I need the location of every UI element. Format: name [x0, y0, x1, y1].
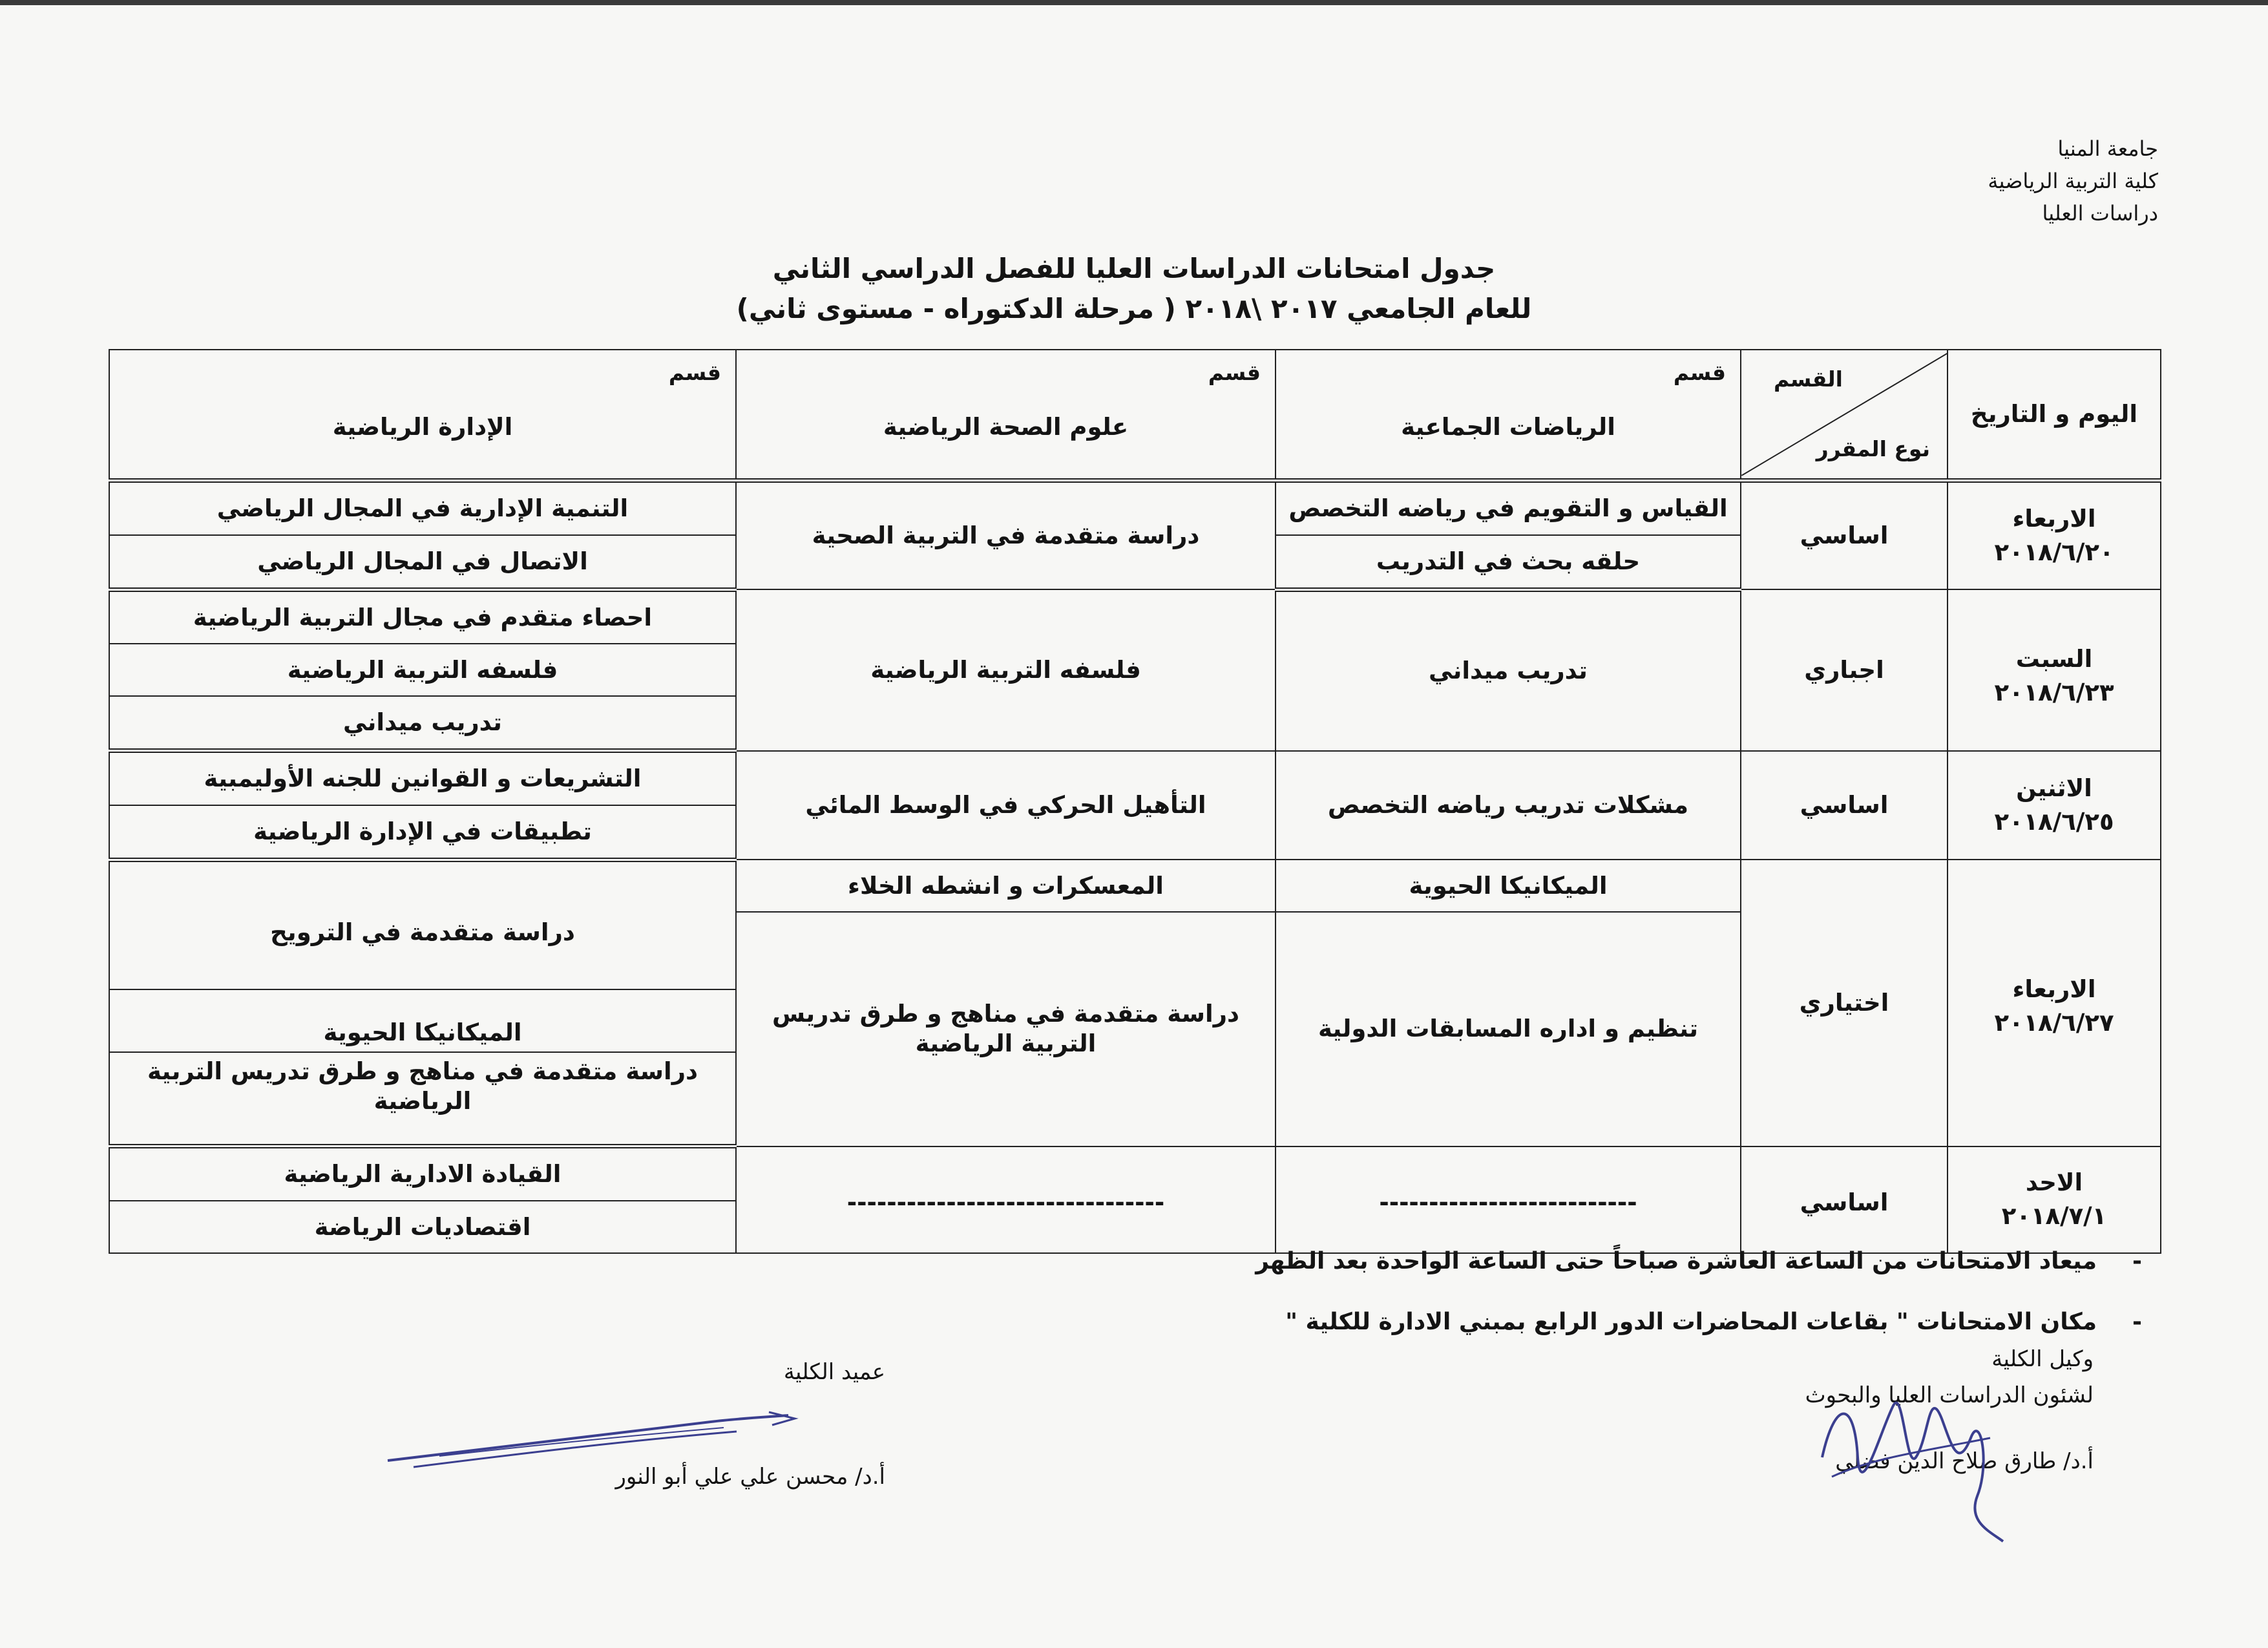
course-type-cell: اجباري [1741, 589, 1948, 750]
admin-course: القيادة الادارية الرياضية [109, 1146, 736, 1201]
team-course: مشكلات تدريب رياضه التخصص [1276, 751, 1741, 860]
health-course: دراسة متقدمة في التربية الصحية [736, 481, 1276, 590]
vice-dean-subtitle: لشئون الدراسات العليا والبحوث [1805, 1382, 2094, 1408]
document-title [0, 249, 2268, 329]
header-course-type: نوع المقرر [1816, 436, 1930, 461]
table-row [109, 481, 2161, 535]
admin-course: دراسة متقدمة في مناهج و طرق تدريس التربية الرياضية [147, 1057, 698, 1115]
exam-notes [850, 1231, 2142, 1353]
table-row [109, 860, 2161, 912]
header-dept: القسم [1774, 366, 1843, 392]
vice-dean-title: وكيل الكلية [1991, 1346, 2094, 1372]
team-course-head: الميكانيكا الحيوية [1276, 860, 1741, 912]
letterhead [1770, 132, 2158, 229]
team-course: القياس و التقويم في رياضه التخصص [1276, 481, 1741, 535]
course-type-cell: اساسي [1741, 751, 1948, 860]
vice-dean-name: أ.د/ طارق صلاح الدين فضلي [1835, 1448, 2094, 1474]
table-row [109, 1146, 2161, 1201]
faculty-name: كلية التربية الرياضية [1988, 169, 2158, 193]
admin-course: تدريب ميداني [109, 696, 736, 750]
admin-course: احصاء متقدم في مجال التربية الرياضية [109, 589, 736, 644]
day-cell: الاربعاء ٢٠١٨/٦/٢٧ [1948, 860, 2161, 1146]
scan-top-edge [0, 0, 2268, 5]
team-course: -------------------------- [1276, 1146, 1741, 1253]
table-row [109, 751, 2161, 805]
admin-course: الاتصال في المجال الرياضي [109, 535, 736, 589]
university-name: جامعة المنيا [2057, 136, 2158, 161]
dean-name: أ.د/ محسن علي علي أبو النور [615, 1464, 885, 1490]
health-course: دراسة متقدمة في مناهج و طرق تدريس التربية الرياضية [736, 912, 1276, 1146]
day-cell: الاربعاء ٢٠١٨/٦/٢٠ [1948, 481, 2161, 590]
header-dept-health-sciences: قسم علوم الصحة الرياضية [736, 350, 1276, 481]
admin-course: دراسة متقدمة في الترويح [109, 860, 736, 989]
note-exam-location: -مكان الامتحانات " بقاعات المحاضرات الدور الرابع بمبني الادارة للكلية " [1285, 1309, 2142, 1335]
course-type-cell: اساسي [1741, 1146, 1948, 1253]
course-type-cell: اختياري [1741, 860, 1948, 1146]
dean-title: عميد الكلية [783, 1359, 885, 1385]
header-day-date: اليوم و التاريخ [1948, 350, 2161, 481]
division-name: دراسات العليا [2042, 201, 2158, 226]
health-course: التأهيل الحركي في الوسط المائي [736, 751, 1276, 860]
health-course: فلسفه التربية الرياضية [736, 589, 1276, 750]
admin-course: فلسفه التربية الرياضية [109, 644, 736, 696]
dean-signature-icon [375, 1399, 814, 1477]
team-course: حلقه بحث في التدريب [1276, 535, 1741, 589]
exam-schedule-table [109, 349, 2161, 1254]
admin-course: التنمية الإدارية في المجال الرياضي [109, 481, 736, 535]
table-header-row [109, 350, 2161, 481]
day-cell: الاحد ٢٠١٨/٧/١ [1948, 1146, 2161, 1253]
table-row [109, 589, 2161, 644]
admin-course: الميكانيكا الحيوية [110, 1014, 735, 1053]
admin-course: تطبيقات في الإدارة الرياضية [109, 805, 736, 860]
course-type-cell: اساسي [1741, 481, 1948, 590]
day-cell: السبت ٢٠١٨/٦/٢٣ [1948, 589, 2161, 750]
admin-course: التشريعات و القوانين للجنه الأوليمبية [109, 751, 736, 805]
admin-course: اقتصاديات الرياضة [109, 1201, 736, 1253]
title-line-1: جدول امتحانات الدراسات العليا للفصل الدراسي الثاني [772, 253, 1496, 284]
header-dept-type [1741, 350, 1948, 481]
admin-course-group [109, 989, 736, 1146]
vice-dean-signature-icon [1796, 1360, 2029, 1548]
note-exam-time: -ميعاد الامتحانات من الساعة العاشرة صباحاً حتى الساعة الواحدة بعد الظهر [1255, 1248, 2142, 1274]
day-cell: الاثنين ٢٠١٨/٦/٢٥ [1948, 751, 2161, 860]
health-course-head: المعسكرات و انشطه الخلاء [736, 860, 1276, 912]
team-course: تنظيم و اداره المسابقات الدولية [1276, 912, 1741, 1146]
team-course: تدريب ميداني [1276, 589, 1741, 750]
header-dept-sports-admin: قسم الإدارة الرياضية [109, 350, 736, 481]
header-dept-team-sports: قسم الرياضات الجماعية [1276, 350, 1741, 481]
health-course: -------------------------------- [736, 1146, 1276, 1253]
title-line-2: للعام الجامعي ٢٠١٧ \٢٠١٨ ( مرحلة الدكتوراه - مستوى ثاني) [736, 293, 1532, 324]
